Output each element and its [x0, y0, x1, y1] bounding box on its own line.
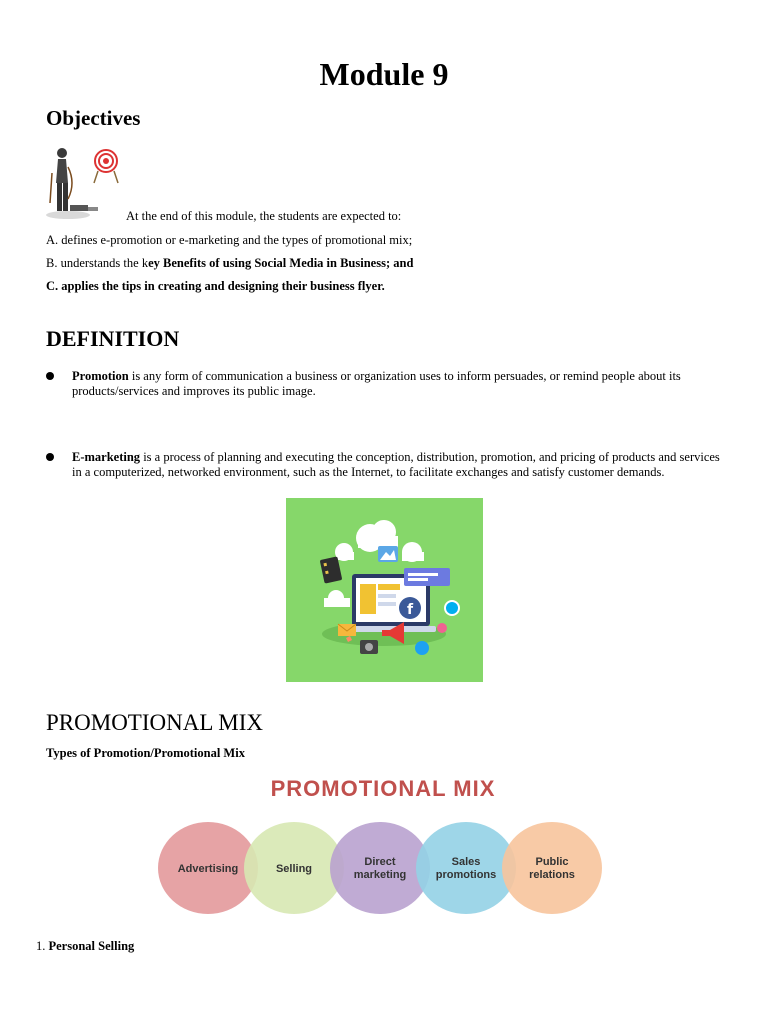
definition-term: E-marketing — [72, 450, 141, 464]
diagram-title: PROMOTIONAL MIX — [270, 776, 496, 801]
page-title: Module 9 — [319, 56, 449, 92]
objective-c: C. applies the tips in creating and designing their business flyer. — [46, 279, 385, 293]
promo-circle-direct-marketing — [330, 822, 430, 914]
promo-circle-label: Direct marketing — [353, 856, 407, 881]
definition-heading: DEFINITION — [46, 326, 180, 351]
list-item-label: Personal Selling — [48, 939, 135, 953]
promo-circle-label: Advertising — [177, 863, 239, 875]
svg-text:f: f — [406, 602, 414, 618]
promotional-mix-diagram — [150, 772, 620, 922]
promo-circle-public-relations — [502, 822, 602, 914]
objective-a: A. defines e-promotion or e-marketing and the types of promotional mix; — [46, 233, 413, 247]
list-number: 1. — [36, 939, 49, 953]
objective-b-bold: ey Benefits of using Social Media in Business; and — [148, 256, 414, 270]
definition-item-emarketing — [46, 450, 726, 480]
definition-item-promotion — [46, 369, 726, 399]
promo-circle-label: Selling — [275, 863, 313, 875]
types-of-promotion-label: Types of Promotion/Promotional Mix — [46, 746, 245, 760]
objective-b — [46, 256, 413, 271]
promotional-mix-heading: PROMOTIONAL MIX — [46, 710, 264, 735]
objectives-intro: At the end of this module, the students are expected to: — [126, 209, 402, 223]
list-item-personal-selling — [36, 939, 134, 954]
objectives-heading: Objectives — [46, 106, 141, 130]
promo-circle-label: Public relations — [529, 856, 575, 881]
bullet-icon — [46, 453, 54, 461]
definition-text: is any form of communication a business or organization uses to inform persuades, or remind people about its products/services and improves its public image. — [72, 369, 681, 398]
definition-term: Promotion — [72, 369, 129, 383]
archer-target-illustration — [46, 143, 128, 221]
promo-circle-sales-promotions — [416, 822, 516, 914]
emarketing-illustration — [286, 498, 483, 682]
objective-b-prefix: B. understands the k — [46, 256, 149, 270]
definition-text: is a process of planning and executing the conception, distribution, promotion, and pricing of products and services in a computerized, networked environment, such as the Internet, to facilitate exchanges and satisfy customer demands. — [72, 450, 720, 479]
promo-circle-label: Sales promotions — [435, 856, 497, 881]
bullet-icon — [46, 372, 54, 380]
